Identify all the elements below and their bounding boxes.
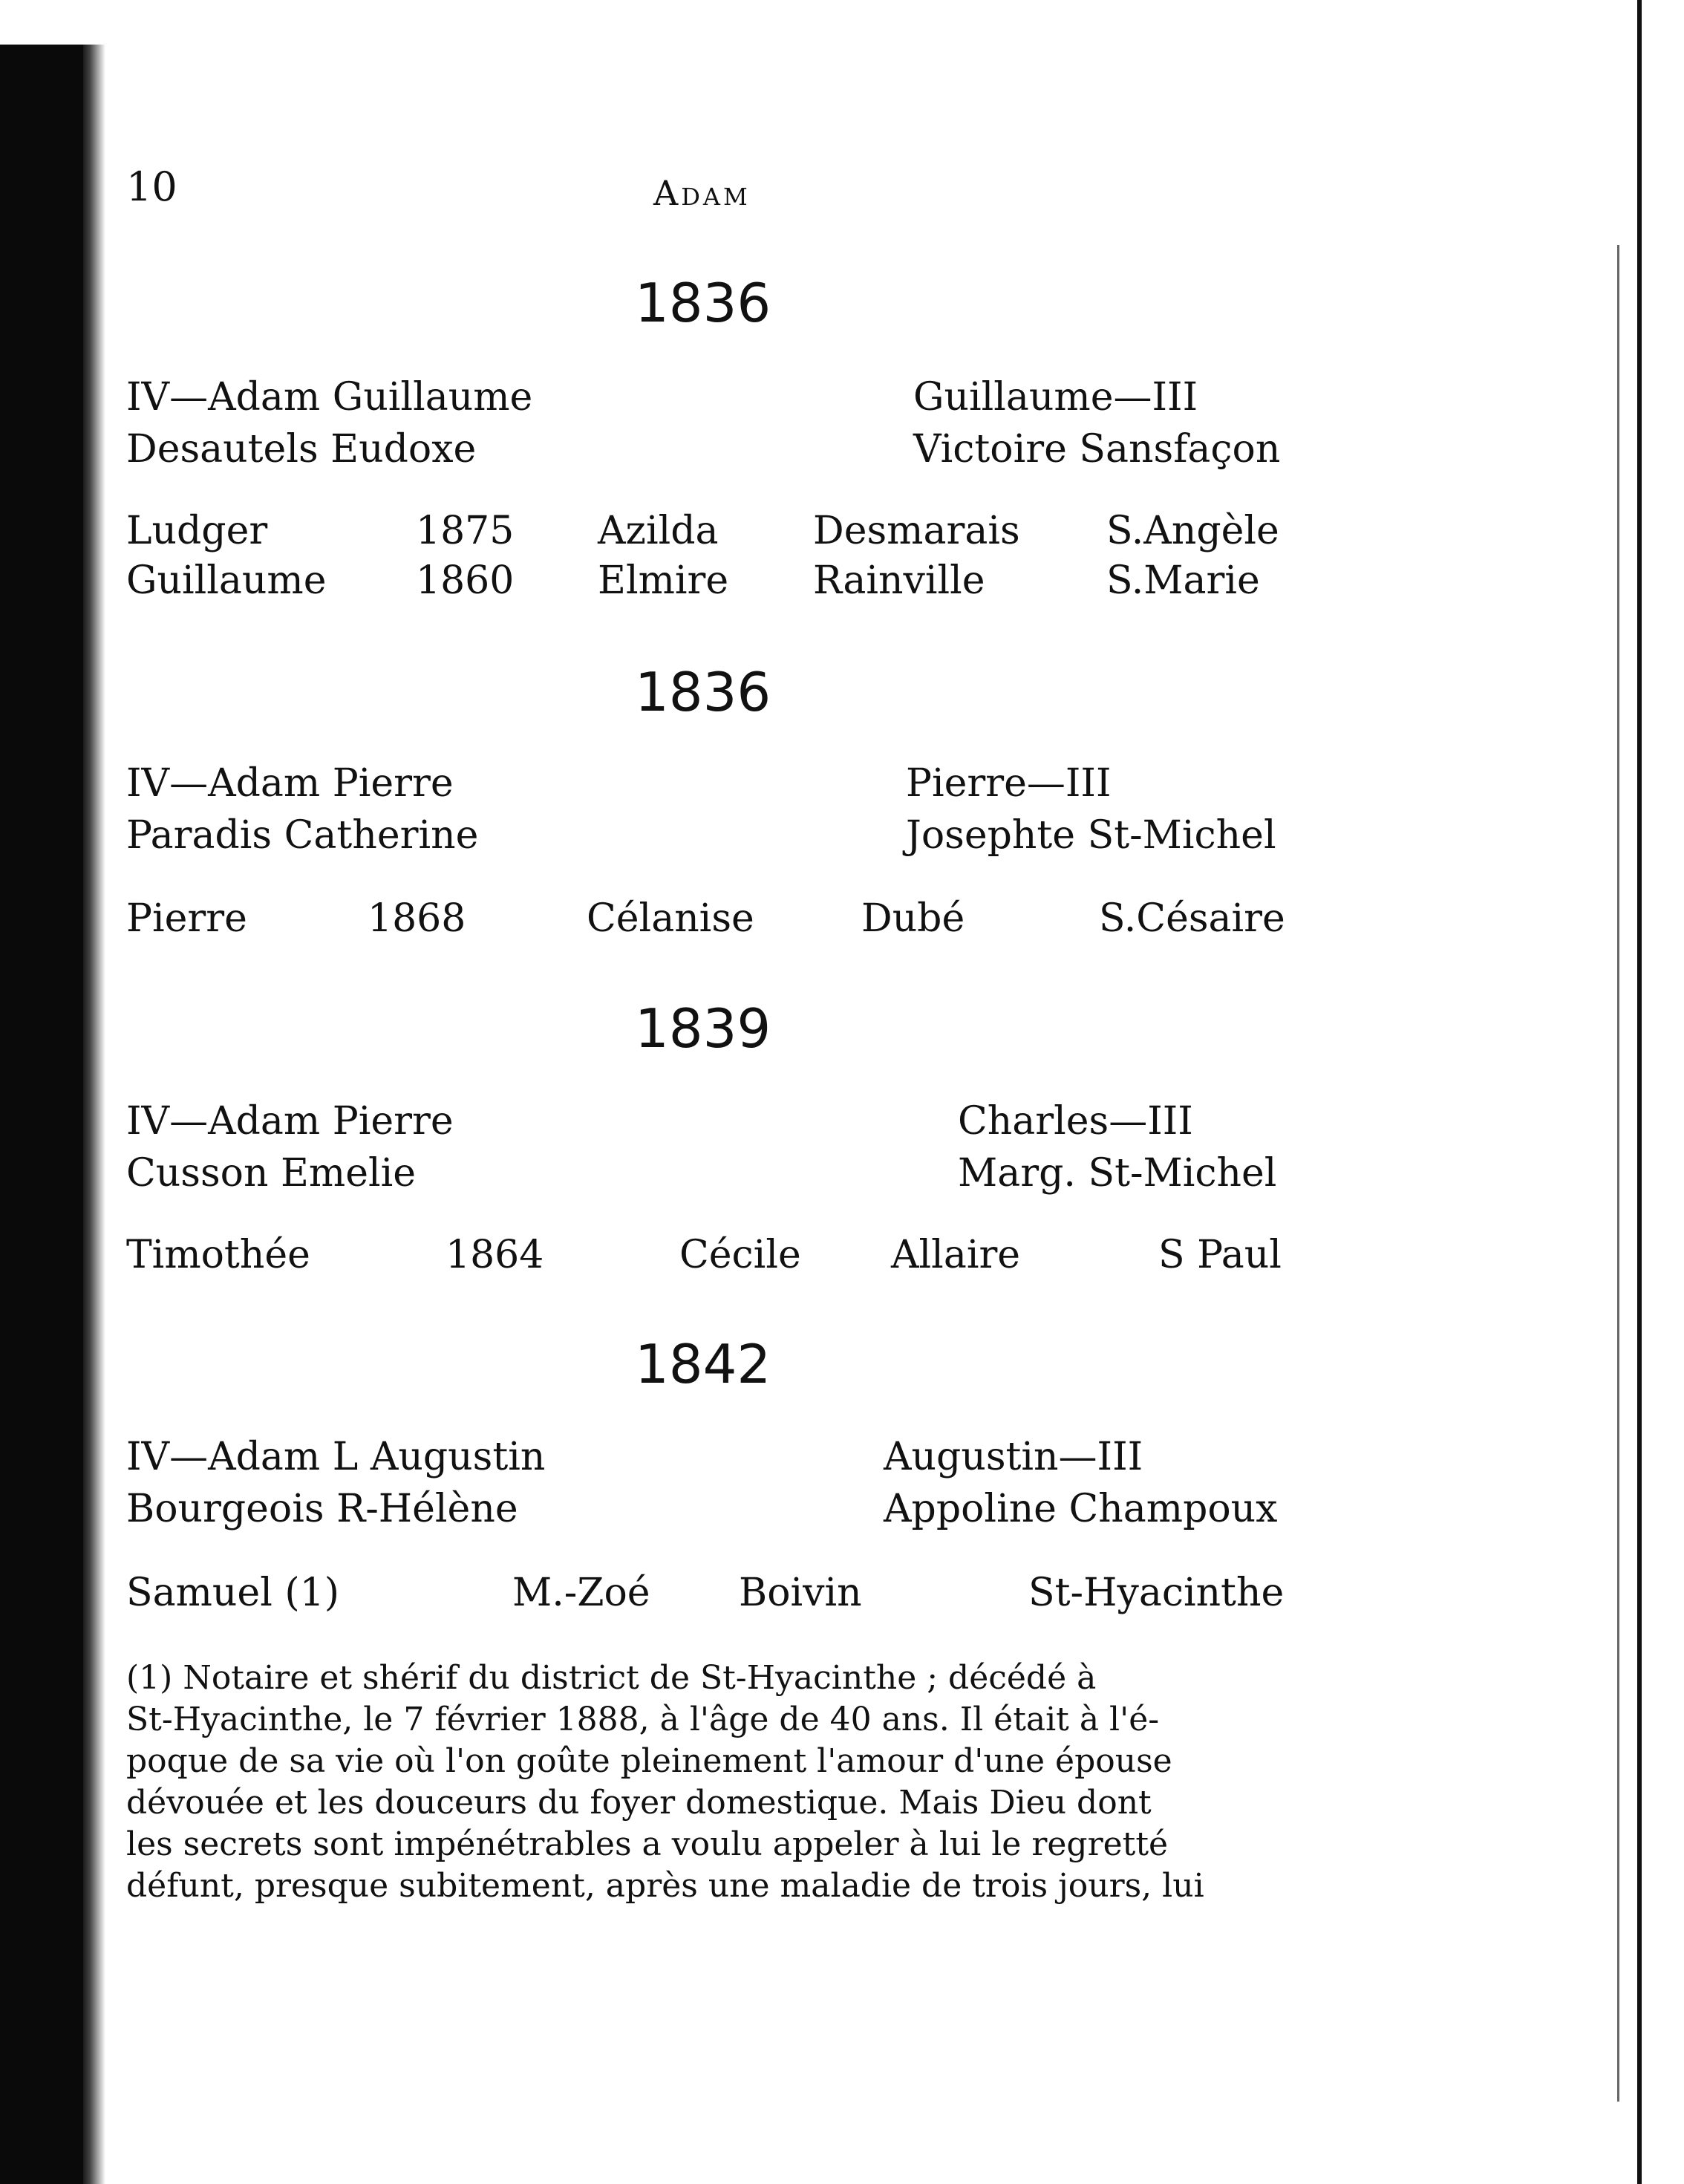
footnote-line: les secrets sont impénétrables a voulu appeler à lui le regretté (126, 1825, 1169, 1863)
footnote-line: dévouée et les douceurs du foyer domestique. Mais Dieu dont (126, 1784, 1152, 1822)
mother-line: Marg. St-Michel (958, 1151, 1277, 1196)
spouse-first-name: Cécile (679, 1233, 801, 1277)
mother-line: Appoline Champoux (884, 1487, 1278, 1531)
parish: S.Césaire (1099, 896, 1285, 941)
mother-line: Josephte St-Michel (906, 813, 1276, 858)
husband-line: IV—Adam Pierre (126, 1099, 454, 1144)
footnote-line: St-Hyacinthe, le 7 février 1888, à l'âge de 40 ans. Il était à l'é- (126, 1701, 1160, 1738)
wife-line: Cusson Emelie (126, 1151, 417, 1196)
entry-year: 1836 (635, 272, 771, 334)
husband-line: IV—Adam L Augustin (126, 1435, 546, 1479)
father-line: Guillaume—III (913, 375, 1198, 420)
footnote-line: (1) Notaire et shérif du district de St-Hyacinthe ; décédé à (126, 1659, 1097, 1697)
parish: St-Hyacinthe (1028, 1571, 1285, 1615)
spouse-first-name: Célanise (587, 896, 754, 941)
parish: S Paul (1158, 1233, 1282, 1277)
parish: S.Angèle (1106, 509, 1279, 553)
child-name: Timothée (126, 1233, 310, 1277)
father-line: Augustin—III (884, 1435, 1143, 1479)
child-year: 1860 (416, 558, 515, 603)
page-title: Adam (653, 173, 751, 213)
mother-line: Victoire Sansfaçon (913, 427, 1281, 472)
spouse-last-name: Desmarais (813, 509, 1020, 553)
child-year: 1868 (368, 896, 466, 941)
footnote-line: défunt, presque subitement, après une maladie de trois jours, lui (126, 1867, 1204, 1905)
parish: S.Marie (1106, 558, 1260, 603)
page-number: 10 (126, 163, 177, 210)
child-name: Guillaume (126, 558, 327, 603)
scan-left-margin-edge (83, 45, 105, 2184)
spouse-last-name: Dubé (861, 896, 965, 941)
wife-line: Bourgeois R-Hélène (126, 1487, 518, 1531)
entry-year: 1842 (635, 1333, 771, 1395)
husband-line: IV—Adam Pierre (126, 761, 454, 806)
father-line: Pierre—III (906, 761, 1112, 806)
spouse-last-name: Boivin (739, 1571, 862, 1615)
child-name: Samuel (1) (126, 1571, 340, 1615)
spouse-last-name: Rainville (813, 558, 985, 603)
child-year: 1875 (416, 509, 515, 553)
child-name: Pierre (126, 896, 247, 941)
child-name: Ludger (126, 509, 268, 553)
footnote-line: poque de sa vie où l'on goûte pleinement l'amour d'une épouse (126, 1742, 1172, 1780)
scan-left-margin (0, 45, 83, 2184)
spouse-first-name: M.-Zoé (512, 1571, 650, 1615)
spouse-first-name: Azilda (598, 509, 719, 553)
wife-line: Paradis Catherine (126, 813, 479, 858)
entry-year: 1836 (635, 661, 771, 723)
husband-line: IV—Adam Guillaume (126, 375, 533, 420)
spouse-last-name: Allaire (891, 1233, 1021, 1277)
child-year: 1864 (446, 1233, 544, 1277)
wife-line: Desautels Eudoxe (126, 427, 477, 472)
scan-right-edge-shadow (1617, 245, 1619, 2102)
scan-right-edge (1637, 0, 1642, 2184)
entry-year: 1839 (635, 997, 771, 1060)
spouse-first-name: Elmire (598, 558, 729, 603)
father-line: Charles—III (958, 1099, 1193, 1144)
